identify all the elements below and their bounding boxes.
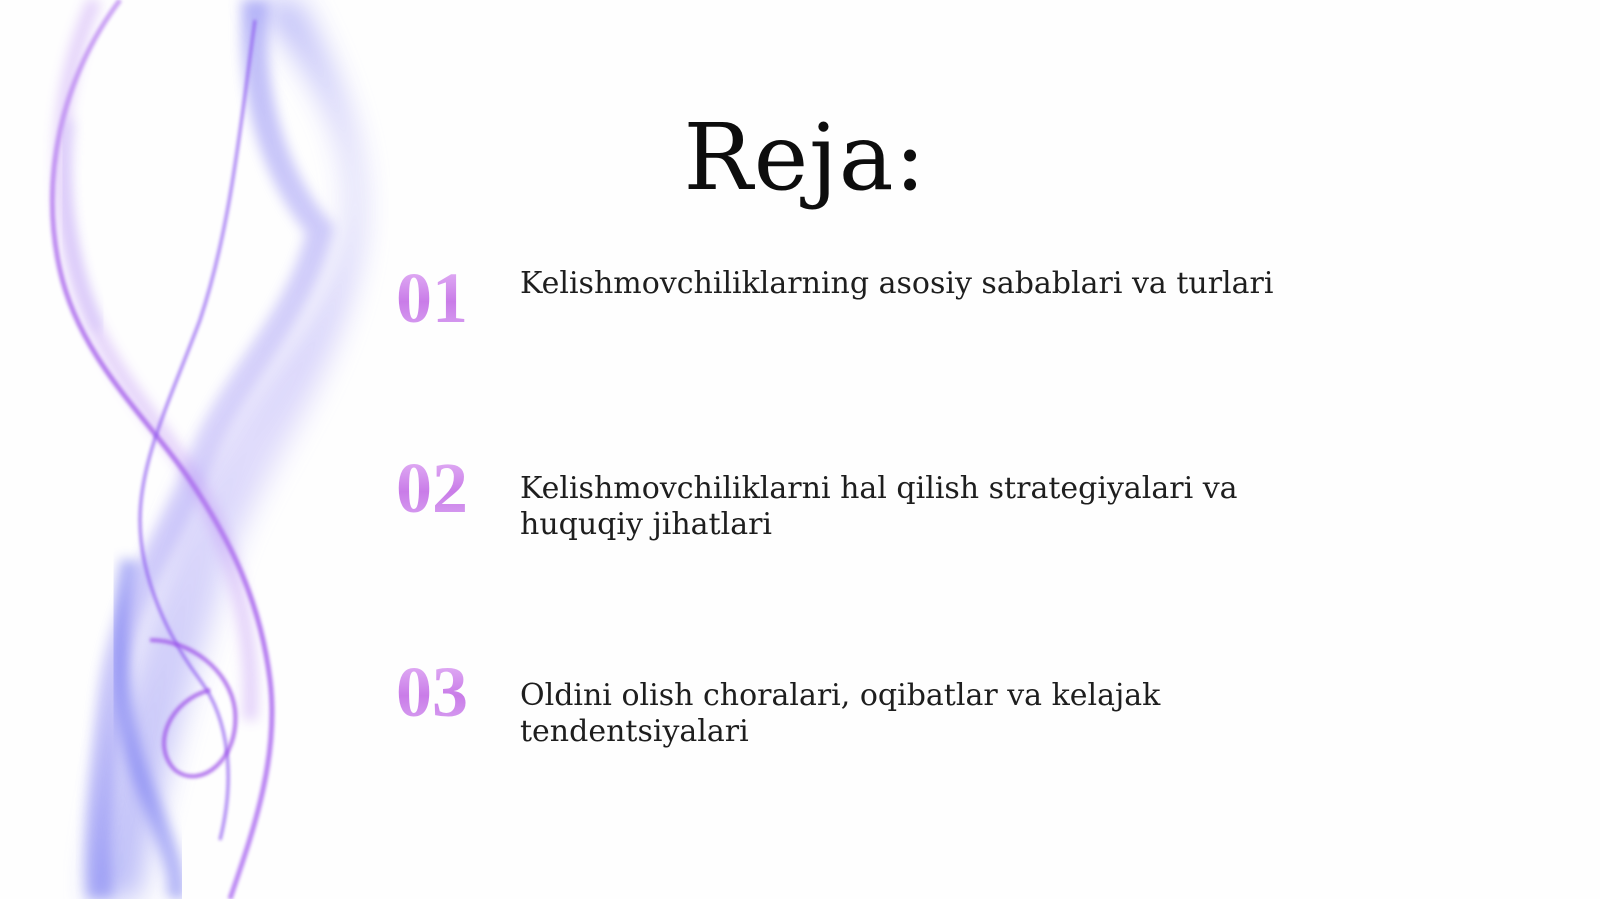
agenda-item-text: Kelishmovchiliklarning asosiy sabablari va turlari bbox=[520, 266, 1274, 301]
agenda-item-text: Kelishmovchiliklarni hal qilish strategiyalari va huquqiy jihatlari bbox=[520, 471, 1238, 542]
agenda-item-number: 02 bbox=[396, 452, 496, 524]
slide-title: Reja: bbox=[683, 103, 927, 211]
agenda-item-text: Oldini olish choralari, oqibatlar va kelajak tendentsiyalari bbox=[520, 678, 1161, 749]
agenda-item-number: 01 bbox=[396, 262, 496, 334]
agenda-item-number: 03 bbox=[396, 656, 496, 728]
